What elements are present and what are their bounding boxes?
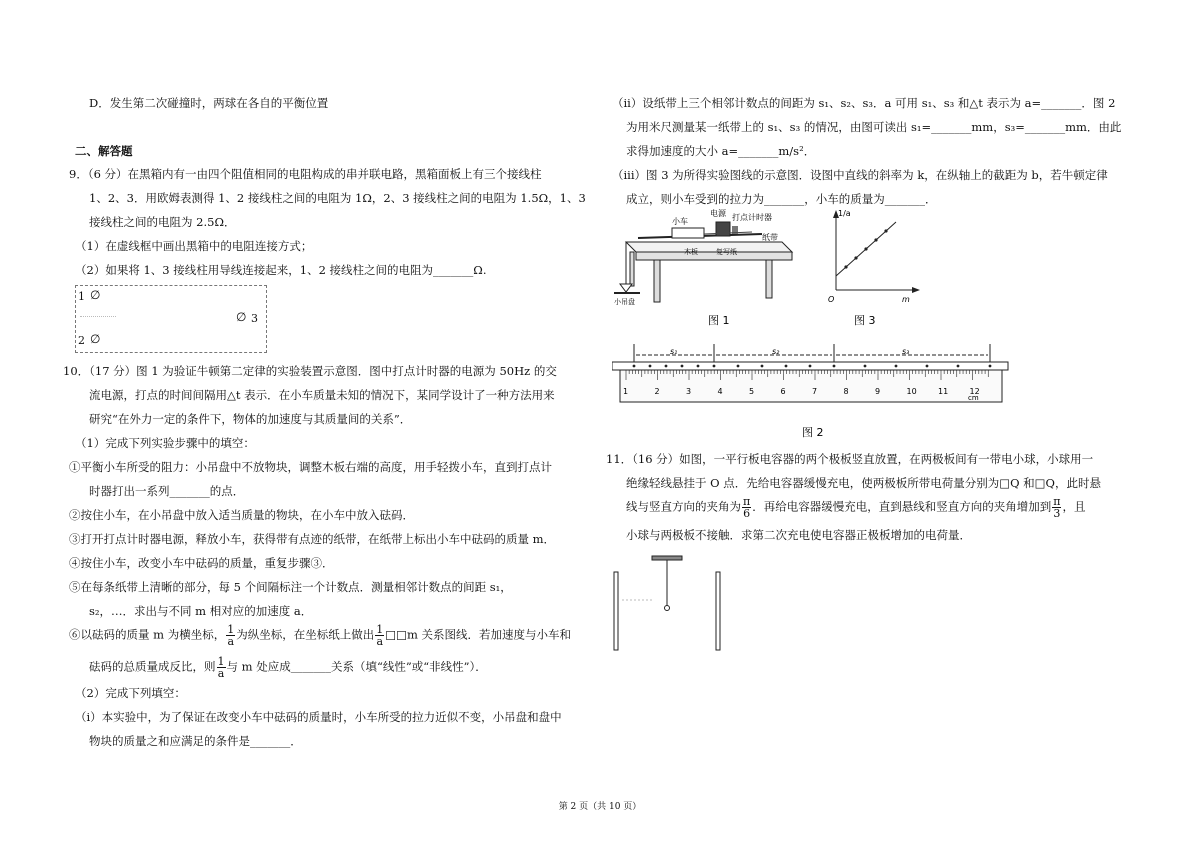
q10-line: 流电源，打点的时间间隔用△t 表示．在小车质量未知的情况下，某同学设计了一种方法用来 (89, 388, 555, 402)
q9-line: 9．（6 分）在黑箱内有一由四个阻值相同的电阻构成的串并联电路，黑箱面板上有三个接线柱 (69, 167, 542, 181)
ruler-number: 1 (623, 387, 629, 396)
caption-fig3: 图 3 (854, 314, 876, 327)
q10-step6-cont (89, 656, 487, 679)
step6-text: 与 m 处应成_______关系（填“线性”或“非线性”）． (226, 659, 487, 674)
figure-3-graph (822, 204, 922, 329)
ruler-number: 5 (749, 387, 755, 396)
faint-line (80, 316, 116, 317)
q8-option-d: D．发生第二次碰撞时，两球在各自的平衡位置 (89, 96, 329, 110)
q11-line: 11．（16 分）如图，一平行板电容器的两个极板竖直放置，在两极板间有一带电小球，小球用一 (606, 452, 1094, 466)
q11-text: 线与竖直方向的夹角为 (626, 499, 741, 514)
ruler-number: 12 (969, 387, 980, 396)
q10-line: s₂，…．求出与不同 m 相对应的加速度 a． (89, 604, 313, 618)
frac-num: 1 (227, 623, 235, 636)
s3-label: s₃ (902, 347, 910, 356)
fraction-pi-over-6 (742, 496, 751, 519)
s1-label: s₁ (670, 347, 678, 356)
terminal-3: 3 (251, 312, 258, 325)
q11-line: 绝缘轻线悬挂于 O 点．先给电容器缓慢充电，使两极板所带电荷量分别为□Q 和□Q，此时悬 (626, 476, 1101, 490)
terminal-1: 1 (78, 290, 85, 303)
q9-line: （1）在虚线框中画出黑箱中的电阻连接方式； (75, 239, 313, 253)
q9-line: （2）如果将 1、3 接线柱用导线连接起来，1、2 接线柱之间的电阻为_______Ω. (75, 263, 487, 277)
q10-line: ⑤在每条纸带上清晰的部分，每 5 个间隔标注一个计数点．测量相邻计数点的间距 s₁， (69, 580, 512, 594)
label-copy: 复写纸 (716, 248, 737, 256)
q9-line: 1、2、3．用欧姆表测得 1、2 接线柱之间的电阻为 1Ω，2、3 接线柱之间的电阻为 1.5Ω，1、3 (89, 191, 586, 205)
ruler-number: 11 (938, 387, 949, 396)
frac-den: 3 (1053, 507, 1061, 520)
q10-line: ①平衡小车所受的阻力：小吊盘中不放物块，调整木板右端的高度，用手轻拨小车，直到打点计 (69, 460, 552, 474)
q11-text: ，且 (1062, 499, 1086, 514)
q10-cont-line: 成立，则小车受到的拉力为_______，小车的质量为_______． (626, 192, 937, 206)
q10-line: 研究“在外力一定的条件下，物体的加速度与其质量间的关系”． (89, 412, 412, 426)
q11-text: ．再给电容器缓慢充电，直到悬线和竖直方向的夹角增加到 (752, 499, 1052, 514)
ruler-number: 2 (654, 387, 660, 396)
terminal-2: 2 (78, 334, 85, 347)
frac-den: a (376, 635, 383, 648)
q10-line: 时器打出一系列_______的点． (89, 484, 245, 498)
frac-num: 1 (217, 655, 225, 668)
q11-line: 小球与两极板不接触．求第二次充电使电容器正极板增加的电荷量． (626, 528, 971, 542)
q10-line: ④按住小车，改变小车中砝码的质量，重复步骤③． (69, 556, 334, 570)
fraction-1-over-a (226, 624, 235, 647)
terminal-symbol: ∅ (90, 288, 101, 302)
terminal-symbol: ∅ (90, 332, 101, 346)
frac-den: 6 (743, 507, 751, 520)
page-footer: 第 2 页（共 10 页） (558, 802, 642, 812)
q10-cont-line: （ii）设纸带上三个相邻计数点的间距为 s₁、s₂、s₃．a 可用 s₁、s₃ 和△t 表示为 a=_______．图 2 (612, 96, 1116, 110)
ruler-number: 4 (717, 387, 723, 396)
fraction-1-over-a (217, 656, 226, 679)
ruler-number: 7 (812, 387, 818, 396)
origin-label: O (828, 295, 835, 304)
label-board: 木板 (684, 248, 698, 256)
unit-label: cm (968, 394, 979, 402)
frac-num: 1 (376, 623, 384, 636)
caption-fig1: 图 1 (708, 314, 730, 327)
step6-text: 为纵坐标，在坐标纸上做出 (236, 627, 375, 642)
section-heading: 二、解答题 (75, 144, 133, 158)
q10-cont-line: 为用米尺测量某一纸带上的 s₁、s₃ 的情况，由图可读出 s₁=_______mm，s₃=_______mm．由此 (626, 120, 1122, 134)
ruler-number: 3 (686, 387, 692, 396)
q10-line: 10．（17 分）图 1 为验证牛顿第二定律的实验装置示意图．图中打点计时器的电源为 50Hz 的交 (63, 364, 557, 378)
frac-num: π (1053, 495, 1061, 508)
y-axis-label: 1/a (838, 209, 851, 218)
label-pan: 小吊盘 (614, 298, 635, 306)
ruler-number: 10 (906, 387, 917, 396)
q9-line: 接线柱之间的电阻为 2.5Ω． (89, 215, 236, 229)
q10-line: （1）完成下列实验步骤中的填空： (75, 436, 255, 450)
figure-1-apparatus (612, 204, 802, 329)
frac-den: a (227, 635, 234, 648)
q10-part2: 物块的质量之和应满足的条件是_______． (89, 734, 302, 748)
ruler-number: 9 (875, 387, 881, 396)
terminal-symbol: ∅ (236, 310, 247, 324)
step6-text: 砝码的总质量成反比，则 (89, 659, 216, 674)
ruler-number: 8 (843, 387, 849, 396)
ruler-number: 6 (780, 387, 786, 396)
label-car: 小车 (672, 217, 688, 226)
fraction-pi-over-3 (1052, 496, 1061, 519)
q10-part2: （2）完成下列填空： (75, 686, 186, 700)
label-tape: 纸带 (762, 233, 778, 242)
q10-part2: （i）本实验中，为了保证在改变小车中砝码的质量时，小车所受的拉力近似不变，小吊盘和盘中 (75, 710, 562, 724)
q10-line: ③打开打点计时器电源，释放小车，获得带有点迹的纸带，在纸带上标出小车中砝码的质量 m． (69, 532, 556, 546)
fraction-1-over-a (375, 624, 384, 647)
q10-step6 (69, 624, 571, 647)
frac-den: a (217, 667, 225, 680)
label-power: 电源 (710, 209, 726, 218)
step6-text: □□m 关系图线．若加速度与小车和 (385, 627, 572, 642)
black-box-frame (75, 285, 267, 353)
s2-label: s₂ (772, 347, 780, 356)
step6-text: ⑥以砝码的质量 m 为横坐标， (69, 627, 226, 642)
q10-cont-line: （iii）图 3 为所得实验图线的示意图．设图中直线的斜率为 k，在纵轴上的截距为 b，若牛顿定律 (612, 168, 1108, 182)
capacitor-figure (612, 554, 732, 654)
label-timer: 打点计时器 (732, 213, 772, 222)
q10-cont-line: 求得加速度的大小 a=_______m/s²． (626, 144, 816, 158)
caption-fig2: 图 2 (802, 426, 824, 439)
q10-line: ②按住小车，在小吊盘中放入适当质量的物块，在小车中放入砝码． (69, 508, 414, 522)
x-axis-label: m (902, 295, 910, 304)
figure-2-ruler (612, 336, 1012, 448)
q11-line-3 (626, 496, 1085, 519)
frac-num: π (743, 495, 751, 508)
